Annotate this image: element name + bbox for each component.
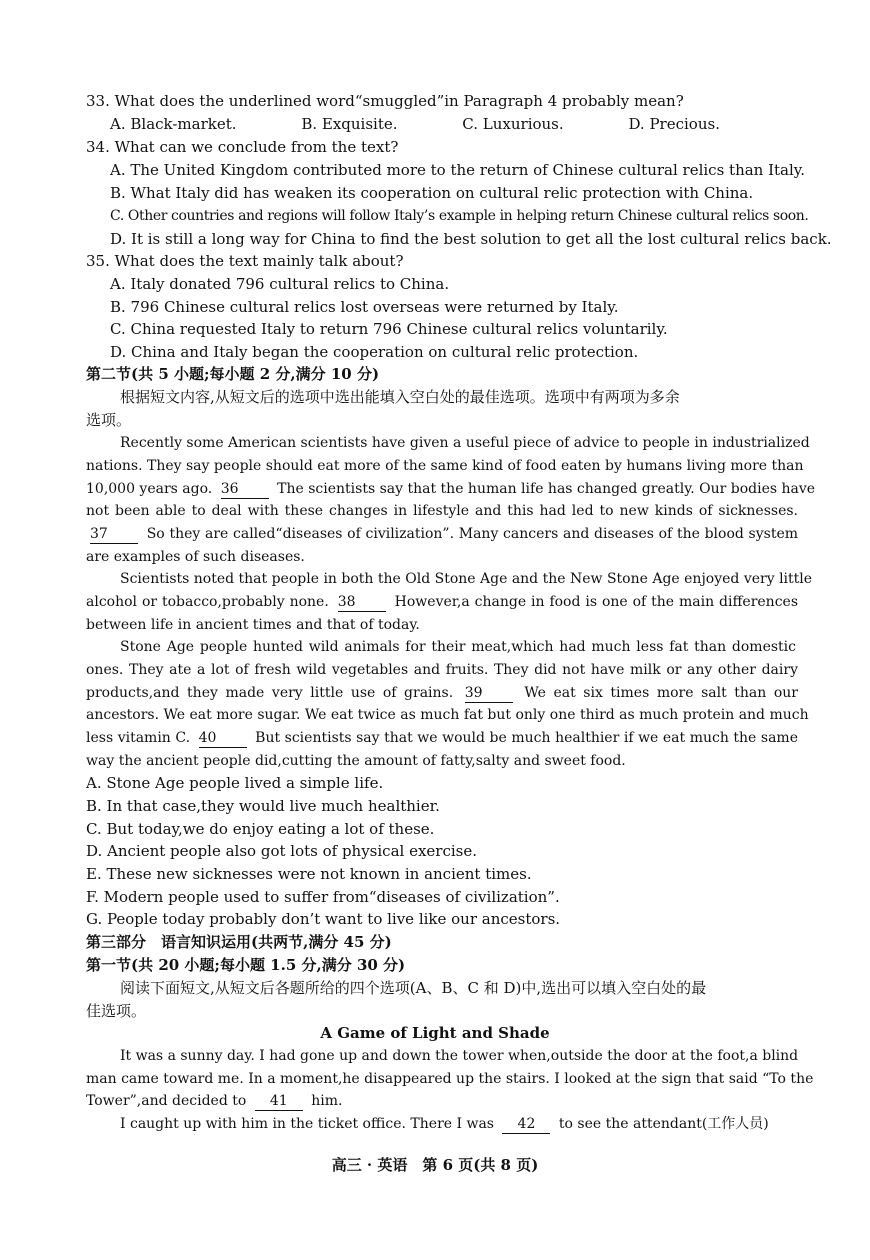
q33-option-c: C. Luxurious.	[462, 115, 564, 133]
section2-instruction-1: 根据短文内容,从短文后的选项中选出能填入空白处的最佳选项。选项中有两项为多余	[120, 388, 680, 406]
passage1-text: We eat six times more salt than our	[524, 685, 798, 701]
part3-subheading: 第一节(共 20 小题;每小题 1.5 分,满分 30 分)	[86, 956, 406, 974]
passage1-line: between life in ancient times and that of today.	[86, 617, 420, 633]
passage1-text: So they are called“diseases of civilization”. Many cancers and diseases of the blood system	[146, 526, 799, 542]
passage1-text: The scientists say that the human life has changed greatly. Our bodies have	[277, 481, 816, 497]
passage1-line: nations. They say people should eat more of the same kind of food eaten by humans living more than	[86, 458, 804, 474]
section2-heading: 第二节(共 5 小题;每小题 2 分,满分 10 分)	[86, 365, 380, 383]
q33-stem: 33. What does the underlined word“smuggled”in Paragraph 4 probably mean?	[86, 92, 684, 110]
choice-e: E. These new sicknesses were not known in ancient times.	[86, 865, 532, 883]
passage2-text: him.	[311, 1093, 343, 1109]
page-footer: 高三 · 英语 第 6 页(共 8 页)	[331, 1156, 539, 1174]
passage1-line: ones. They ate a lot of fresh wild vegetables and fruits. They did not have milk or any other dairy	[86, 662, 798, 678]
passage1-line: Scientists noted that people in both the Old Stone Age and the New Stone Age enjoyed very little	[120, 571, 813, 587]
q35-option-d: D. China and Italy began the cooperation on cultural relic protection.	[110, 343, 639, 361]
passage1-text: But scientists say that we would be much healthier if we eat much the same	[255, 730, 798, 746]
q33-options	[110, 113, 720, 135]
part3-instruction-1: 阅读下面短文,从短文后各题所给的四个选项(A、B、C 和 D)中,选出可以填入空白处的最	[120, 979, 707, 997]
passage2-text: Tower”,and decided to	[86, 1093, 247, 1109]
part3-instruction-2: 佳选项。	[86, 1002, 147, 1020]
passage1-line: Recently some American scientists have given a useful piece of advice to people in industrialized	[120, 435, 810, 451]
passage1-text: 10,000 years ago.	[86, 481, 213, 497]
q35-option-b: B. 796 Chinese cultural relics lost overseas were returned by Italy.	[110, 298, 619, 316]
choice-f: F. Modern people used to suffer from“diseases of civilization”.	[86, 888, 560, 906]
passage2-line	[120, 1113, 796, 1135]
blank-39[interactable]: 39	[465, 684, 513, 703]
blank-40[interactable]: 40	[199, 729, 247, 748]
passage1-line: ancestors. We eat more sugar. We eat twice as much fat but only one third as much protein and much	[86, 707, 809, 723]
passage1-line: Stone Age people hunted wild animals for their meat,which had much less fat than domestic	[120, 639, 796, 655]
passage1-text: products,and they made very little use of grains.	[86, 685, 454, 701]
section2-instruction-2: 选项。	[86, 411, 132, 429]
choice-g: G. People today probably don’t want to live like our ancestors.	[86, 910, 561, 928]
q34-option-a: A. The United Kingdom contributed more to the return of Chinese cultural relics than Italy.	[110, 161, 806, 179]
passage1-text: alcohol or tobacco,probably none.	[86, 594, 329, 610]
blank-37[interactable]: 37	[90, 525, 138, 544]
part3-heading: 第三部分 语言知识运用(共两节,满分 45 分)	[86, 933, 392, 951]
passage1-line: are examples of such diseases.	[86, 549, 305, 565]
choice-b: B. In that case,they would live much healthier.	[86, 797, 440, 815]
passage1-line	[86, 591, 798, 613]
passage1-line	[86, 682, 798, 704]
passage1-text: However,a change in food is one of the main differences	[394, 594, 799, 610]
passage2-text: I caught up with him in the ticket office. There I was	[120, 1116, 494, 1132]
passage2-line: It was a sunny day. I had gone up and down the tower when,outside the door at the foot,a blind	[120, 1048, 799, 1064]
q34-option-d: D. It is still a long way for China to find the best solution to get all the lost cultural relics back.	[110, 230, 832, 248]
passage1-line	[86, 523, 798, 545]
choice-d: D. Ancient people also got lots of physical exercise.	[86, 842, 478, 860]
passage1-line: way the ancient people did,cutting the amount of fatty,salty and sweet food.	[86, 753, 626, 769]
blank-38[interactable]: 38	[338, 593, 386, 612]
passage2-line: man came toward me. In a moment,he disappeared up the stairs. I looked at the sign that said “To the	[86, 1071, 814, 1087]
choice-a: A. Stone Age people lived a simple life.	[86, 774, 384, 792]
choice-c: C. But today,we do enjoy eating a lot of these.	[86, 820, 435, 838]
passage1-line	[86, 478, 816, 500]
blank-42[interactable]: 42	[502, 1115, 550, 1134]
passage1-line: not been able to deal with these changes in lifestyle and this had led to new kinds of sicknesses.	[86, 503, 798, 519]
q34-stem: 34. What can we conclude from the text?	[86, 138, 399, 156]
q34-option-b: B. What Italy did has weaken its cooperation on cultural relic protection with China.	[110, 184, 754, 202]
q35-option-a: A. Italy donated 796 cultural relics to China.	[110, 275, 450, 293]
q33-option-d: D. Precious.	[628, 115, 720, 133]
blank-36[interactable]: 36	[221, 480, 269, 499]
blank-41[interactable]: 41	[255, 1092, 303, 1111]
q34-option-c: C. Other countries and regions will follow Italy’s example in helping return Chinese cultural relics soon.	[110, 208, 809, 224]
passage1-text: less vitamin C.	[86, 730, 191, 746]
passage2-title: A Game of Light and Shade	[320, 1024, 550, 1042]
q33-option-a: A. Black-market.	[110, 115, 237, 133]
q35-option-c: C. China requested Italy to return 796 Chinese cultural relics voluntarily.	[110, 320, 668, 338]
passage2-text: to see the attendant(工作人员)	[558, 1116, 769, 1132]
passage1-line	[86, 727, 798, 749]
q35-stem: 35. What does the text mainly talk about?	[86, 252, 404, 270]
passage2-line	[86, 1090, 798, 1112]
q33-option-b: B. Exquisite.	[301, 115, 398, 133]
